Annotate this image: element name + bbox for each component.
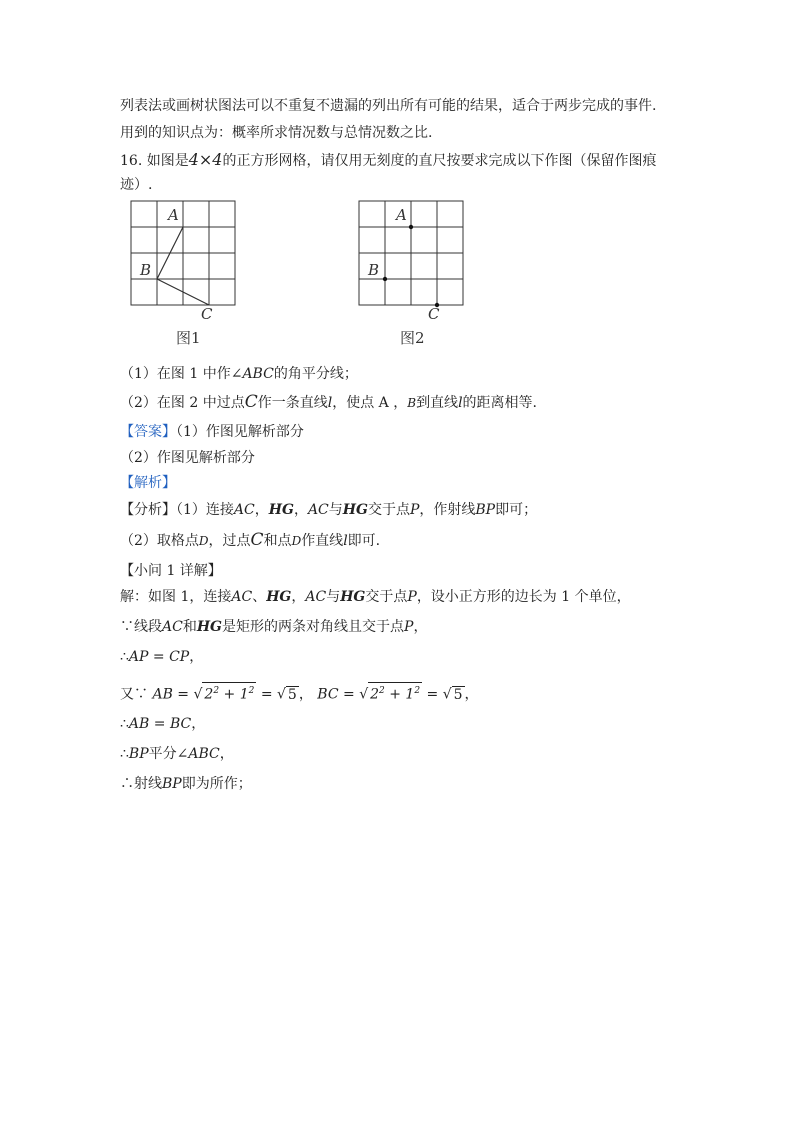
fig1-label-b: B bbox=[140, 261, 152, 279]
fenxi-text: （2）取格点 bbox=[120, 533, 199, 549]
punct: ， bbox=[254, 502, 269, 518]
term: + 1 bbox=[223, 686, 249, 703]
detail-line-5 bbox=[120, 714, 205, 734]
fig1-label-a: A bbox=[168, 206, 179, 224]
fenxi-text: （1）连接 bbox=[176, 502, 234, 518]
detail-line-1 bbox=[120, 587, 631, 607]
equals: = bbox=[426, 686, 439, 703]
equation-ab-bc: AB = BC bbox=[128, 716, 192, 732]
point-p: P bbox=[409, 502, 420, 518]
fenxi-text: 和点 bbox=[263, 533, 292, 549]
part-2-text: 的距离相等. bbox=[462, 395, 537, 411]
segment-hg: HG bbox=[268, 502, 294, 518]
answer-2: （2）作图见解析部分 bbox=[120, 450, 255, 466]
part-2-text: （2）在图 2 中过点 bbox=[120, 395, 245, 411]
detail-text: 与 bbox=[326, 589, 341, 605]
text-line: 迹）. bbox=[120, 177, 153, 193]
text-line: 列表法或画树状图法可以不重复不遗漏的列出所有可能的结果，适合于两步完成的事件. bbox=[120, 98, 657, 114]
detail-text: 是矩形的两条对角线且交于点 bbox=[222, 619, 405, 635]
therefore-symbol: ∴ bbox=[120, 716, 129, 732]
punct: ， bbox=[413, 619, 428, 635]
detail-text: ，设小正方形的边长为 1 个单位， bbox=[416, 589, 631, 605]
punct: ， bbox=[291, 589, 306, 605]
point-p: P bbox=[404, 619, 414, 635]
part-2-text: 到直线 bbox=[416, 395, 459, 411]
fig1-caption: 图1 bbox=[176, 329, 201, 347]
grid-size: 4×4 bbox=[188, 150, 223, 169]
fenxi-2 bbox=[120, 530, 380, 551]
line-l-symbol: l bbox=[343, 533, 348, 549]
point-b-symbol: B bbox=[407, 396, 417, 410]
detail-line-3 bbox=[120, 647, 203, 667]
base: 2 bbox=[370, 686, 380, 703]
detail-line-2 bbox=[120, 617, 427, 637]
segment-ac: AC bbox=[231, 589, 253, 605]
exponent: 2 bbox=[248, 686, 255, 696]
sqrt-icon: √ bbox=[359, 686, 369, 703]
exponent: 2 bbox=[379, 686, 385, 696]
point-a bbox=[409, 225, 413, 229]
point-c-symbol: C bbox=[244, 392, 258, 412]
segment-hg: HG bbox=[266, 589, 292, 605]
fenxi-text: 即可. bbox=[347, 533, 381, 549]
punct: ， bbox=[191, 716, 206, 732]
segment-hg: HG bbox=[340, 589, 366, 605]
answer-label: 【答案】 bbox=[120, 424, 176, 440]
therefore-symbol: ∴ bbox=[120, 649, 129, 665]
detail-line-7 bbox=[120, 774, 252, 794]
equation-ab: AB = bbox=[152, 686, 190, 703]
exponent: 2 bbox=[414, 686, 421, 696]
point-d: D bbox=[291, 534, 302, 548]
fenxi-text: 与 bbox=[328, 502, 343, 518]
ray-bp: BP bbox=[162, 776, 182, 792]
answer-line bbox=[120, 422, 304, 442]
punct: ， bbox=[219, 746, 234, 762]
term: + 1 bbox=[389, 686, 415, 703]
equation-ap-cp: AP = CP bbox=[128, 649, 190, 665]
sqrt-icon: √ bbox=[442, 686, 452, 703]
part-1-text: （1）在图 1 中作 bbox=[120, 366, 231, 382]
segment-hg: HG bbox=[342, 502, 368, 518]
angle-abc: ∠ABC bbox=[176, 746, 220, 762]
ray-bp: BP bbox=[475, 502, 496, 518]
part-2-text: 作一条直线 bbox=[257, 395, 328, 411]
detail-text: 和 bbox=[182, 619, 197, 635]
fenxi-1 bbox=[120, 500, 537, 520]
sqrt-icon: √ bbox=[193, 686, 203, 703]
punct: ， bbox=[464, 686, 479, 703]
segment-hg: HG bbox=[196, 619, 223, 635]
therefore-symbol: ∴ bbox=[120, 746, 129, 762]
radicand-1 bbox=[202, 682, 256, 703]
radicand-5: 5 bbox=[287, 686, 297, 703]
line-l-symbol: l bbox=[327, 395, 333, 411]
part-2-text: ，使点 A ， bbox=[332, 395, 408, 411]
segment-ac: AC bbox=[305, 589, 327, 605]
line-l-symbol: l bbox=[458, 395, 463, 411]
detail-text: 交于点 bbox=[365, 589, 408, 605]
equals: = bbox=[260, 686, 273, 703]
because-symbol: 又∵ bbox=[120, 686, 148, 703]
fig2-label-c: C bbox=[428, 305, 440, 323]
point-b bbox=[383, 277, 387, 281]
angle-abc: ∠ABC bbox=[230, 366, 274, 382]
figure-2-grid bbox=[356, 198, 466, 310]
equation-bc: BC = bbox=[317, 686, 355, 703]
segment-ac: AC bbox=[233, 502, 255, 518]
fig2-caption: 图2 bbox=[400, 329, 425, 347]
punct: ， bbox=[293, 502, 308, 518]
punct: 、 bbox=[252, 589, 267, 605]
ray-bp: BP bbox=[128, 746, 149, 762]
fenxi-text: ，过点 bbox=[208, 533, 251, 549]
fig1-label-c: C bbox=[201, 305, 213, 323]
fenxi-text: ，作射线 bbox=[419, 502, 476, 518]
fenxi-text: 作直线 bbox=[301, 533, 344, 549]
sqrt-icon: √ bbox=[277, 686, 286, 703]
text-line: 用到的知识点为：概率所求情况数与总情况数之比. bbox=[120, 125, 433, 141]
point-p: P bbox=[407, 589, 417, 605]
point-d: D bbox=[198, 534, 209, 548]
figure-1-grid bbox=[128, 198, 238, 310]
part-2 bbox=[120, 392, 537, 413]
detail-line-4 bbox=[120, 682, 479, 705]
segment-ac: AC bbox=[307, 502, 329, 518]
fenxi-text: 即可； bbox=[495, 502, 538, 518]
detail-text: 平分 bbox=[148, 746, 177, 762]
analysis-label: 【解析】 bbox=[120, 475, 176, 491]
detail-text: ∴射线 bbox=[120, 776, 162, 792]
q16-lead: 16. 如图是 bbox=[120, 153, 189, 169]
segment-ac: AC bbox=[162, 619, 183, 635]
punct: ， bbox=[189, 649, 204, 665]
answer-1: （1）作图见解析部分 bbox=[176, 424, 304, 440]
part-1 bbox=[120, 364, 358, 384]
fig2-label-a: A bbox=[396, 206, 407, 224]
q16-body: 的正方形网格，请仅用无刻度的直尺按要求完成以下作图（保留作图痕 bbox=[222, 153, 657, 169]
radicand-2 bbox=[368, 682, 422, 703]
detail-label: 【小问 1 详解】 bbox=[120, 563, 222, 579]
exponent: 2 bbox=[213, 686, 220, 696]
base: 2 bbox=[204, 686, 214, 703]
question-16 bbox=[120, 150, 656, 171]
detail-line-6 bbox=[120, 744, 234, 764]
fenxi-text: 交于点 bbox=[367, 502, 410, 518]
radicand-5: 5 bbox=[453, 686, 463, 703]
punct: ， bbox=[298, 686, 313, 703]
detail-text: 即为所作； bbox=[181, 776, 252, 792]
fig2-label-b: B bbox=[368, 261, 380, 279]
point-c-symbol: C bbox=[250, 530, 264, 550]
detail-text: ∵线段 bbox=[120, 619, 162, 635]
detail-text: 解：如图 1，连接 bbox=[120, 589, 232, 605]
part-1-text: 的角平分线； bbox=[273, 366, 358, 382]
fenxi-label: 【分析】 bbox=[120, 502, 176, 518]
